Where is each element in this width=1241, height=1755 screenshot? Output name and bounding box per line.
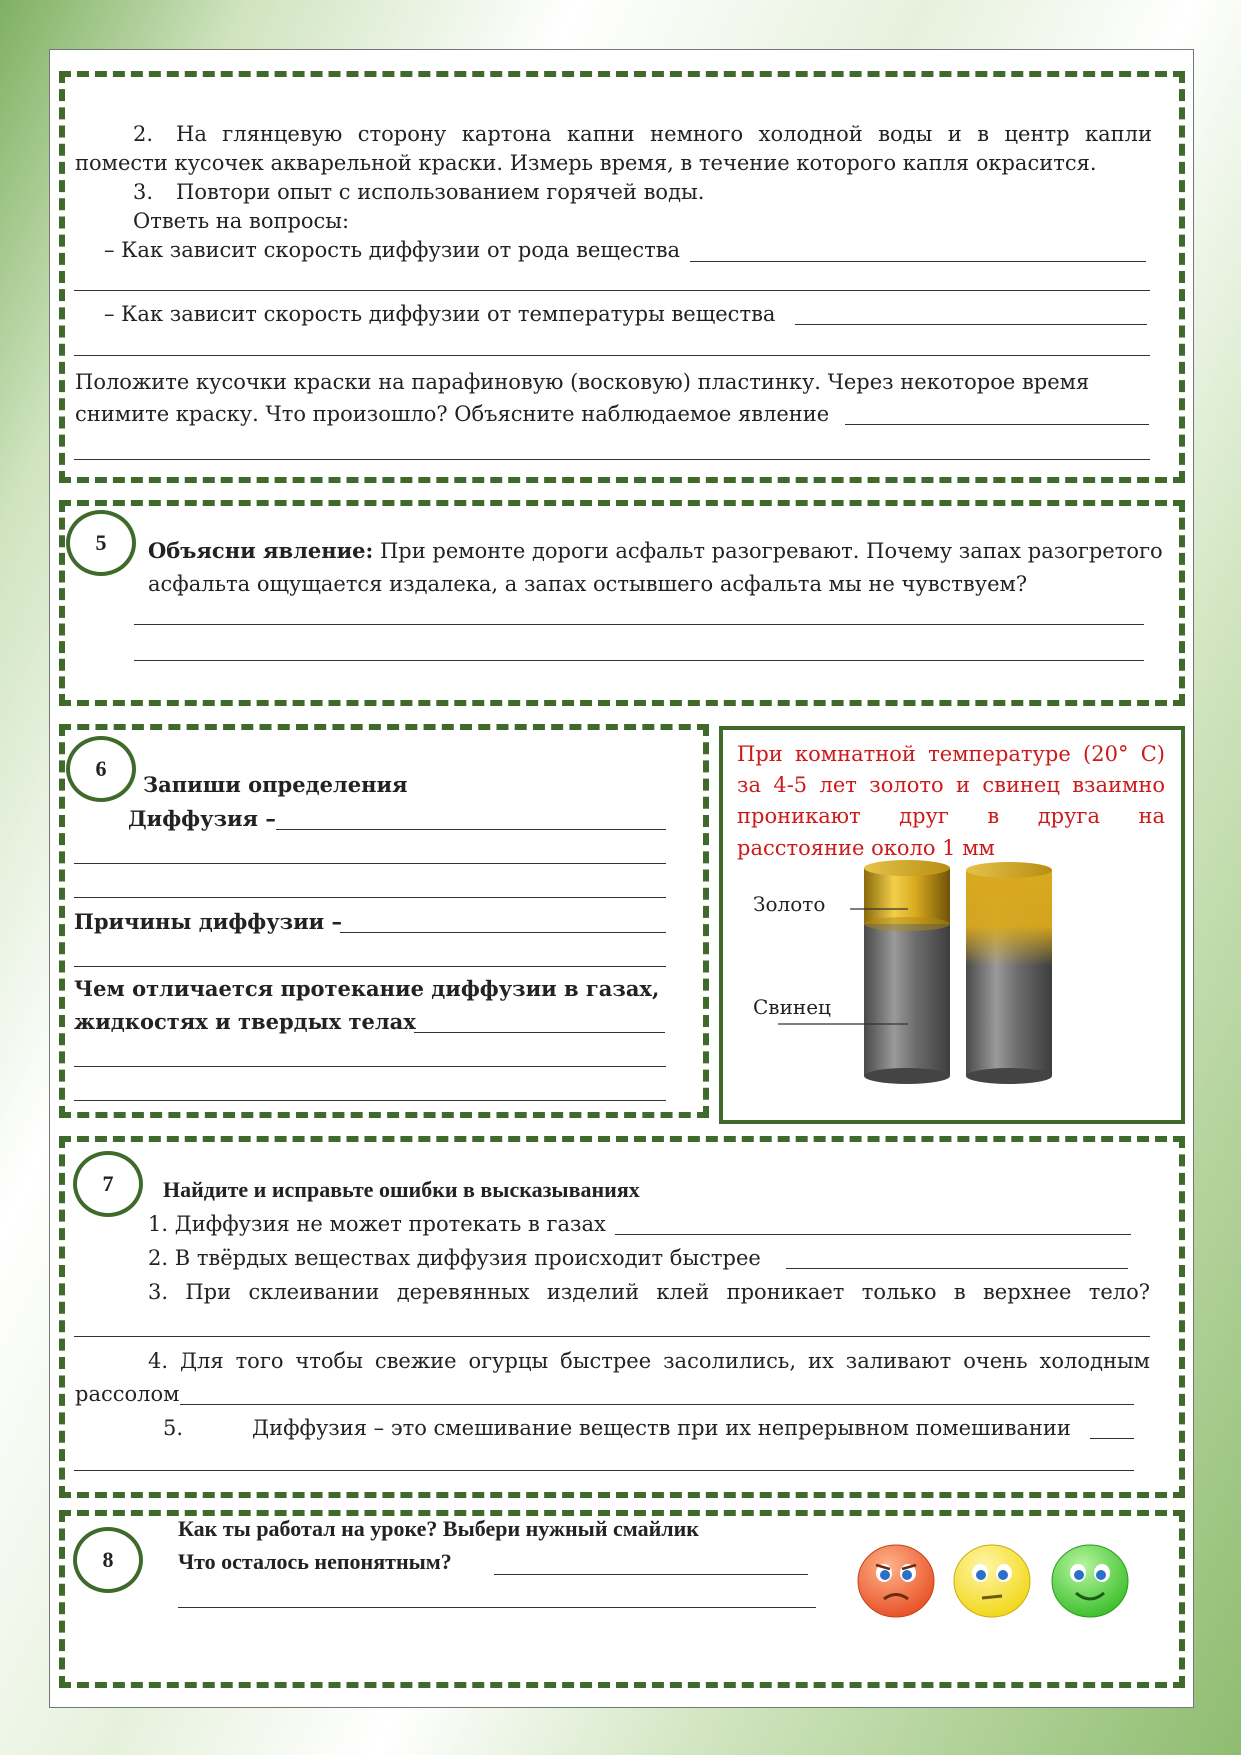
fact-line4: расстояние около 1 мм (737, 836, 995, 860)
answer-line-wax[interactable] (845, 424, 1149, 425)
error-item-3: 3. При склеивании деревянных изделий клей проникает только в верхнее тело? (148, 1280, 1150, 1304)
step2-line1: На глянцевую сторону картона капни немного холодной воды и в центр капли (176, 122, 1152, 146)
answer-line-causes[interactable] (340, 932, 666, 933)
section-5-question-line1 (148, 537, 1163, 565)
unclear-question: Что осталось непонятным? (178, 1549, 452, 1574)
sad-smiley-icon[interactable] (856, 1543, 936, 1619)
section-5-box (59, 500, 1185, 706)
step2-number: 2. (133, 122, 154, 146)
term-differences-line2: жидкостях и твердых телах (74, 1009, 416, 1034)
lead-cylinder-left (864, 920, 950, 1076)
answer-line-causes-2[interactable] (74, 966, 666, 967)
answer-line-7-4[interactable] (180, 1404, 1134, 1405)
answer-prompt: Ответь на вопросы: (133, 209, 350, 233)
fact-line2: за 4-5 лет золото и свинец взаимно (737, 773, 1165, 797)
neutral-smiley-icon[interactable] (952, 1543, 1032, 1619)
error-item-2: 2. В твёрдых веществах диффузия происходит быстрее (148, 1246, 761, 1270)
reflection-question: Как ты работал на уроке? Выбери нужный смайлик (178, 1516, 699, 1541)
answer-line-5-2[interactable] (134, 660, 1144, 661)
label-lead: Свинец (753, 995, 831, 1019)
wax-paragraph-line2: снимите краску. Что произошло? Объясните наблюдаемое явление (75, 402, 830, 426)
answer-line-q2[interactable] (795, 324, 1147, 325)
answer-line-diffusion-3[interactable] (74, 897, 666, 898)
label-gold: Золото (753, 892, 826, 916)
term-differences-line1: Чем отличается протекание диффузии в газах, (74, 976, 660, 1001)
answer-line-7-3[interactable] (74, 1336, 1150, 1337)
error-item-5-number: 5. (163, 1416, 184, 1440)
step3-number: 3. (133, 180, 154, 204)
section-5-number: 5 (66, 510, 136, 576)
fact-line1: При комнатной температуре (20° С) (737, 742, 1165, 766)
question-1: – Как зависит скорость диффузии от рода вещества (104, 238, 681, 262)
answer-line-q1[interactable] (690, 261, 1146, 262)
section-8-number: 8 (73, 1527, 143, 1593)
answer-line-7-5[interactable] (1090, 1438, 1134, 1439)
answer-line-differences[interactable] (414, 1032, 665, 1033)
answer-line-wax-2[interactable] (74, 459, 1150, 460)
step2-line2: помести кусочек акварельной краски. Измерь время, в течение которого капля окрасится. (75, 151, 1097, 175)
term-causes: Причины диффузии – (74, 909, 343, 934)
step3-text: Повтори опыт с использованием горячей воды. (176, 180, 705, 204)
answer-line-7-5-2[interactable] (74, 1470, 1134, 1471)
error-item-4-cont: рассолом (75, 1382, 180, 1406)
section-7-number: 7 (73, 1151, 143, 1217)
happy-smiley-icon[interactable] (1050, 1543, 1130, 1619)
error-item-5: Диффузия – это смешивание веществ при их непрерывном помешивании (252, 1416, 1071, 1440)
answer-line-8-2[interactable] (178, 1607, 816, 1608)
wax-paragraph-line1: Положите кусочки краски на парафиновую (восковую) пластинку. Через некоторое время (75, 370, 1090, 394)
answer-line-differences-3[interactable] (74, 1100, 666, 1101)
section-5-text: При ремонте дороги асфальт разогревают. Почему запах разогретого (373, 539, 1163, 563)
error-item-1: 1. Диффузия не может протекать в газах (148, 1212, 606, 1236)
answer-line-8-1[interactable] (494, 1574, 808, 1575)
answer-line-q2-2[interactable] (74, 355, 1150, 356)
answer-line-q1-2[interactable] (74, 290, 1150, 291)
question-2: – Как зависит скорость диффузии от температуры вещества (104, 302, 776, 326)
fact-line3: проникают друг в друга на (737, 804, 1165, 828)
answer-line-differences-2[interactable] (74, 1066, 666, 1067)
section-5-question-line2: асфальта ощущается издалека, а запах остывшего асфальта мы не чувствуем? (148, 572, 1028, 596)
answer-line-7-2[interactable] (786, 1268, 1128, 1269)
answer-line-7-1[interactable] (615, 1234, 1131, 1235)
answer-line-diffusion-2[interactable] (74, 863, 666, 864)
answer-line-diffusion[interactable] (276, 829, 666, 830)
term-diffusion: Диффузия – (128, 806, 276, 831)
answer-line-5-1[interactable] (134, 624, 1144, 625)
section-6-number: 6 (66, 736, 136, 802)
gold-cylinder-left (864, 868, 950, 924)
section-6-heading: Запиши определения (143, 772, 408, 797)
section-7-heading: Найдите и исправьте ошибки в высказываниях (163, 1177, 640, 1202)
section-5-lead: Объясни явление: (148, 538, 374, 563)
error-item-4: 4. Для того чтобы свежие огурцы быстрее засолились, их заливают очень холодным (148, 1349, 1150, 1373)
